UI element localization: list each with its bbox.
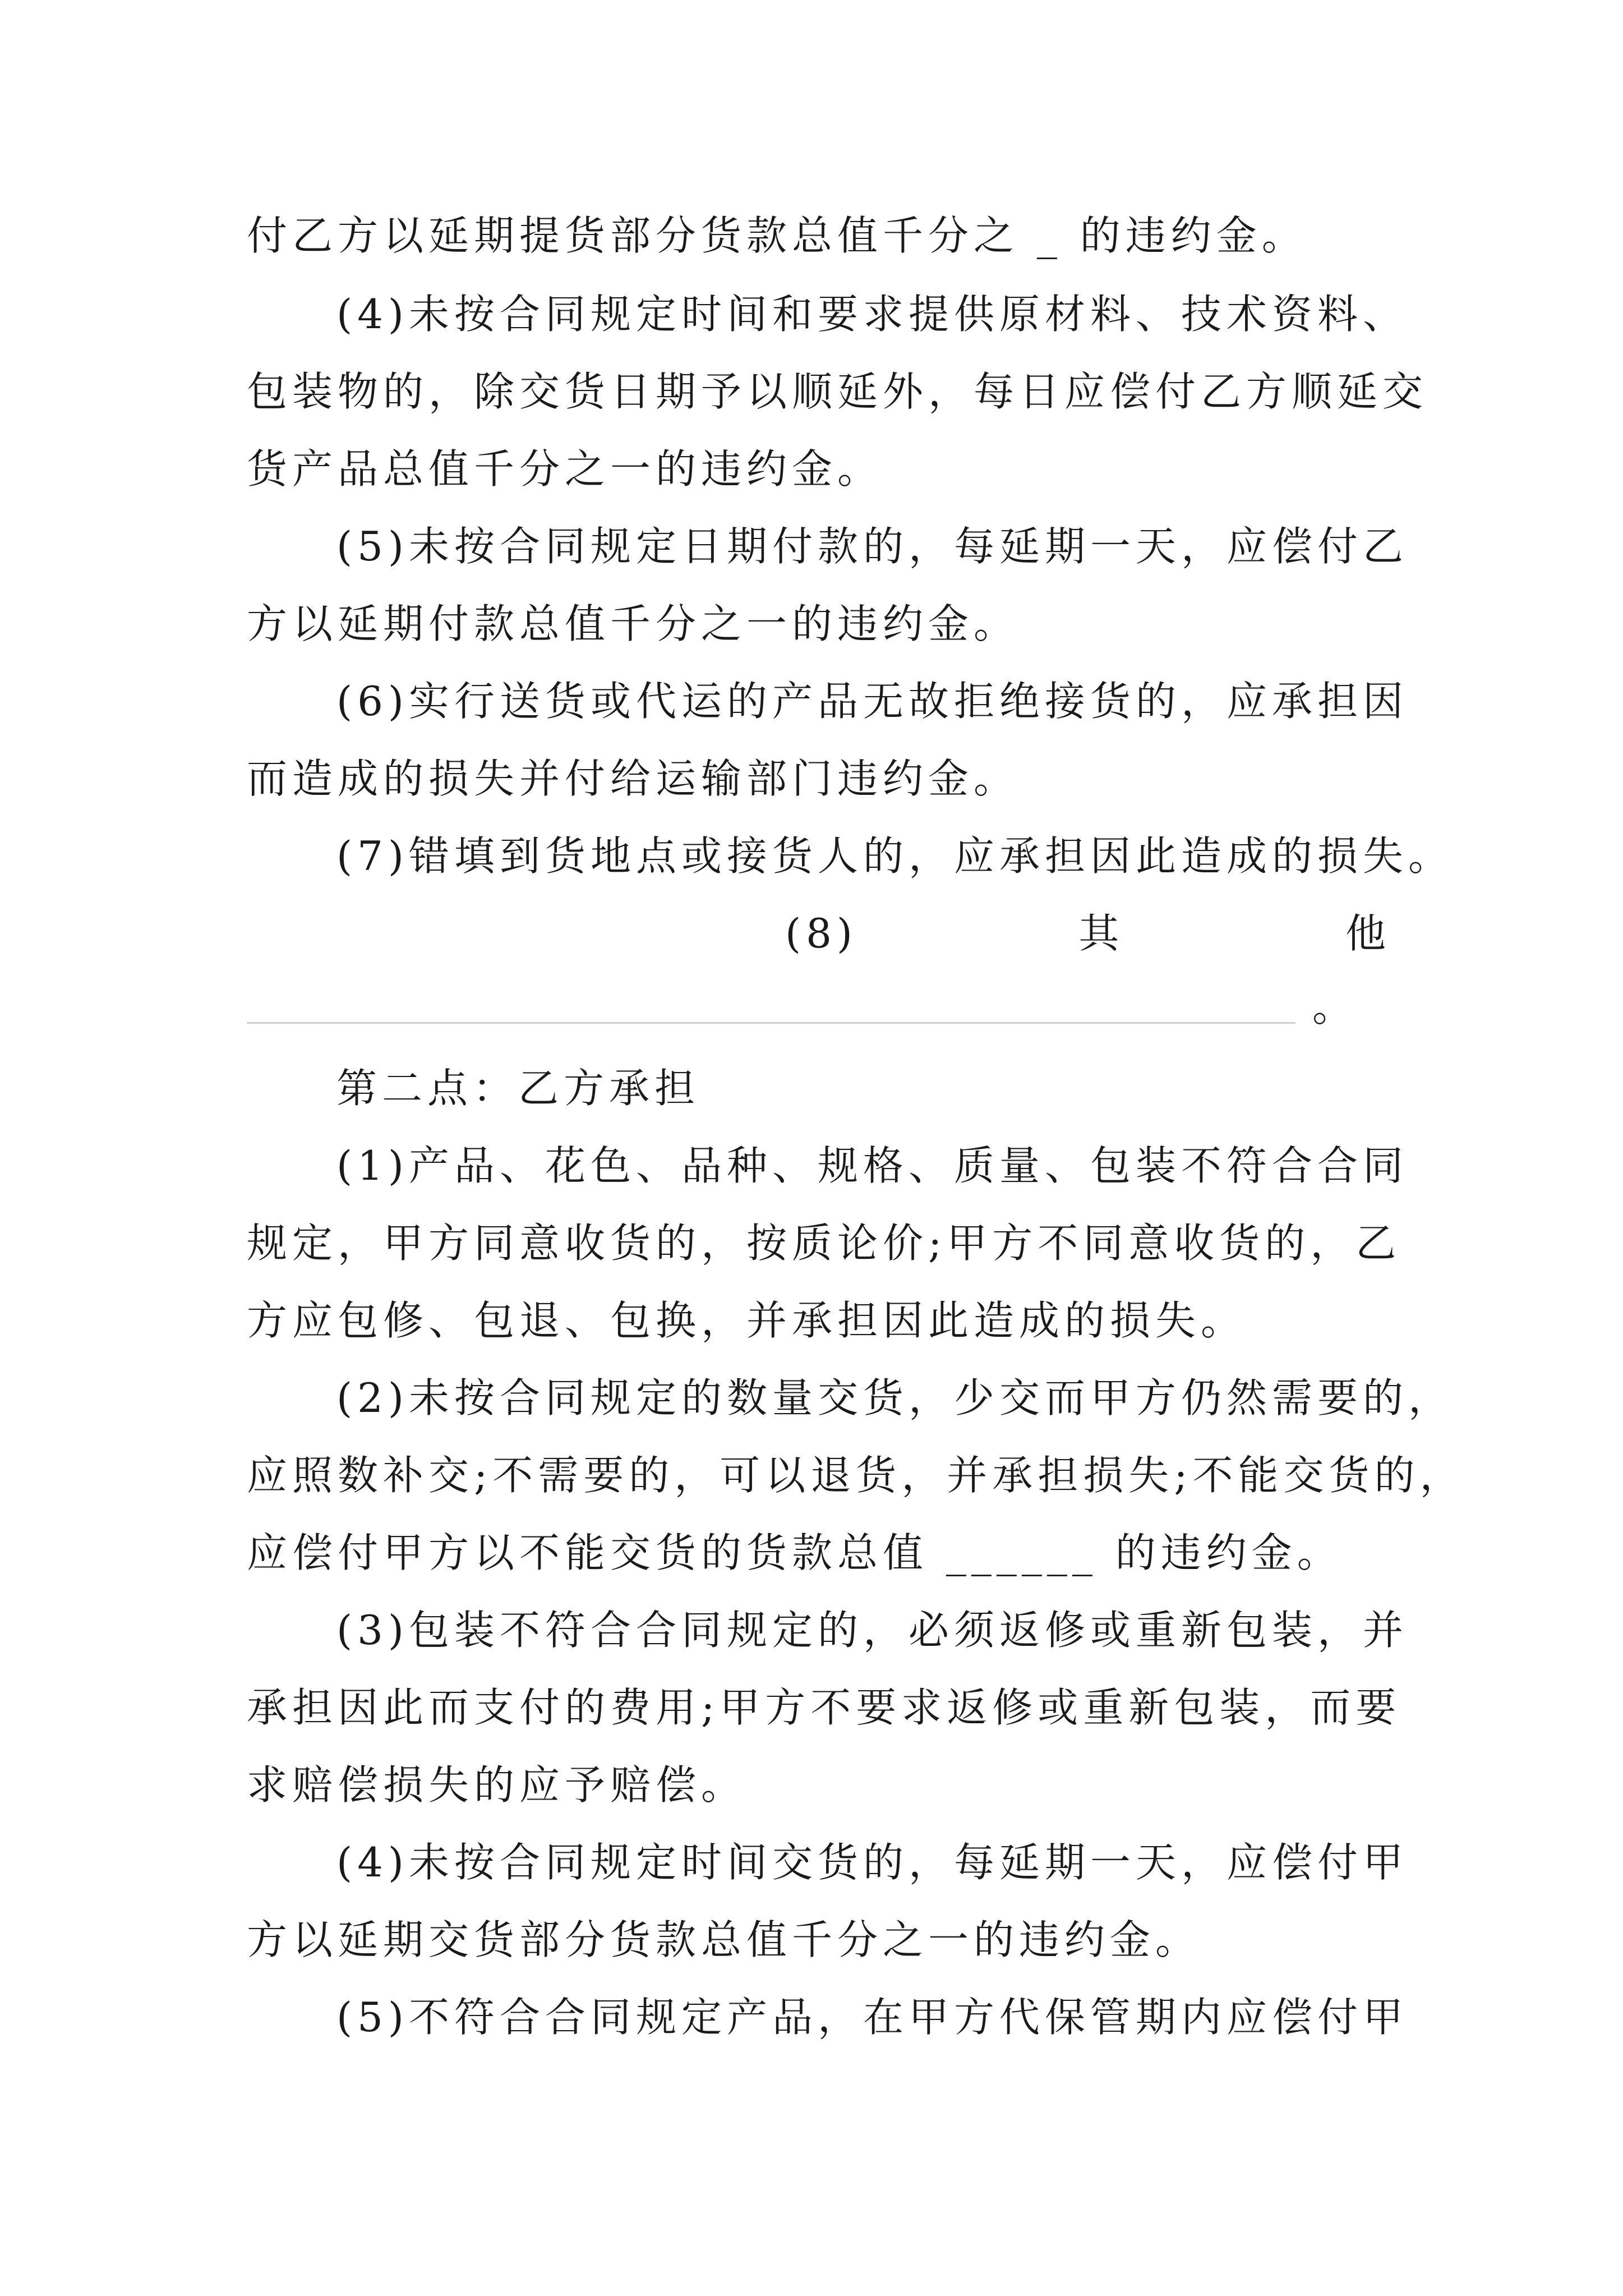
item-8-word: 他 bbox=[1345, 910, 1391, 957]
text-line: (3)包装不符合合同规定的，必须返修或重新包装，并 bbox=[336, 1607, 1408, 1654]
text-line: 应照数补交;不需要的，可以退货，并承担损失;不能交货的， bbox=[247, 1452, 1465, 1499]
section-heading: 第二点：乙方承担 bbox=[336, 1065, 700, 1112]
item-8-number: (8) bbox=[785, 910, 857, 957]
text-line: (4)未按合同规定时间和要求提供原材料、技术资料、 bbox=[336, 291, 1408, 338]
text-line: 包装物的，除交货日期予以顺延外，每日应偿付乙方顺延交 bbox=[247, 368, 1428, 415]
item-8-word: 其 bbox=[1078, 910, 1124, 957]
text-line: 货产品总值千分之一的违约金。 bbox=[247, 445, 883, 493]
text-line: 求赔偿损失的应予赔偿。 bbox=[247, 1761, 747, 1809]
item-8-line bbox=[785, 905, 1391, 961]
text-line: 而造成的损失并付给运输部门违约金。 bbox=[247, 755, 1020, 802]
fill-in-blank-line bbox=[247, 1022, 1295, 1024]
text-line: 方以延期交货部分货款总值千分之一的违约金。 bbox=[247, 1916, 1201, 1963]
text-line: (6)实行送货或代运的产品无故拒绝接货的，应承担因 bbox=[336, 678, 1408, 725]
text-line: (1)产品、花色、品种、规格、质量、包装不符合合同 bbox=[336, 1142, 1408, 1189]
text-line: 规定，甲方同意收货的，按质论价;甲方不同意收货的，乙 bbox=[247, 1220, 1401, 1267]
text-line: 方应包修、包退、包换，并承担因此造成的损失。 bbox=[247, 1297, 1247, 1344]
text-line: (2)未按合同规定的数量交货，少交而甲方仍然需要的， bbox=[336, 1374, 1454, 1421]
text-line: (4)未按合同规定时间交货的，每延期一天，应偿付甲 bbox=[336, 1839, 1408, 1886]
text-line: 应偿付甲方以不能交货的货款总值 ______ 的违约金。 bbox=[247, 1529, 1343, 1576]
text-line: (5)不符合合同规定产品，在甲方代保管期内应偿付甲 bbox=[336, 1994, 1408, 2041]
text-line: 承担因此而支付的费用;甲方不要求返修或重新包装，而要 bbox=[247, 1684, 1401, 1731]
item-8-end-mark: 。 bbox=[1312, 983, 1353, 1030]
text-line: 方以延期付款总值千分之一的违约金。 bbox=[247, 600, 1020, 647]
text-line: 付乙方以延期提货部分货款总值千分之 _ 的违约金。 bbox=[247, 212, 1307, 259]
text-line: (7)错填到货地点或接货人的，应承担因此造成的损失。 bbox=[336, 832, 1454, 880]
text-line: (5)未按合同规定日期付款的，每延期一天，应偿付乙 bbox=[336, 523, 1408, 570]
